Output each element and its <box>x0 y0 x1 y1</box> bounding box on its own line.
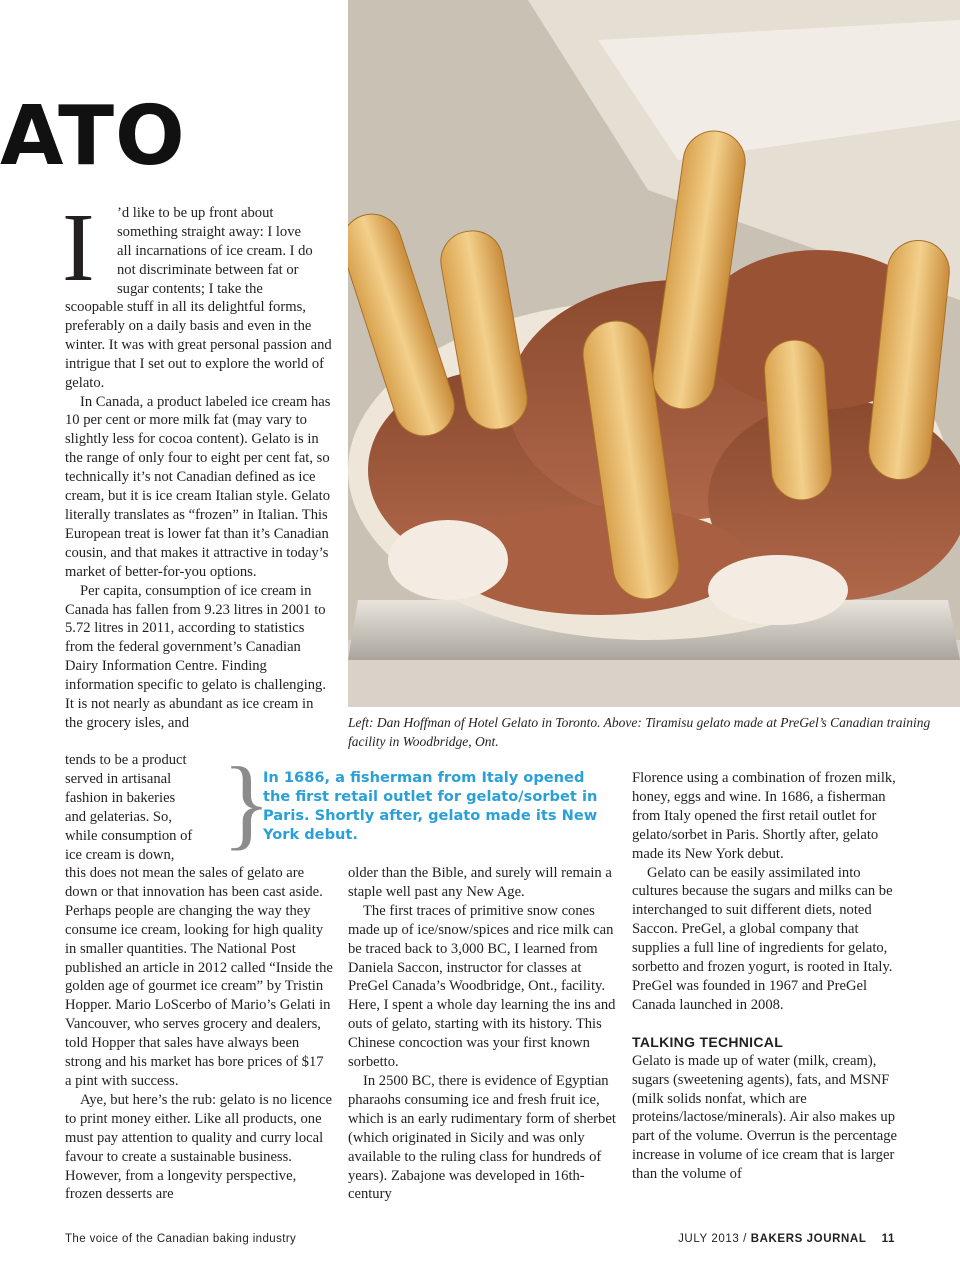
paragraph: older than the Bible, and surely will remain a staple well past any New Age. <box>348 865 612 900</box>
narrow-line: while consumption of <box>65 827 193 844</box>
headline: ATO <box>0 89 186 184</box>
paragraph: In 2500 BC, there is evidence of Egyptian pharaohs consuming ice and fresh fruit ice, which is an early rudimentary form of sherbet (which originated in Sicily and was only available to the ruling class for hundreds of years). Zabajone was developed in 16th-century <box>348 1072 616 1203</box>
narrow-line: served in artisanal <box>65 770 172 787</box>
opening-line: all incarnations of ice cream. I do <box>117 242 313 259</box>
section-subhead: TALKING TECHNICAL <box>632 1033 784 1050</box>
column-1-body <box>65 298 333 733</box>
photo-caption: Left: Dan Hoffman of Hotel Gelato in Toronto. Above: Tiramisu gelato made at PreGel’s Canadian training facility in Woodbridge, Ont. <box>348 715 931 749</box>
opening-line: ’d like to be up front about <box>117 205 274 221</box>
narrow-line: tends to be a product <box>65 752 187 768</box>
paragraph: Aye, but here’s the rub: gelato is no licence to print money either. Like all products, one must pay attention to quality and curry local favour to create a sustainable business. However, from a longevity perspective, frozen desserts are <box>65 1091 332 1203</box>
narrow-line: ice cream is down, <box>65 846 175 863</box>
drop-cap: I <box>62 194 95 302</box>
paragraph: Gelato can be easily assimilated into cultures because the sugars and milks can be interchanged to suit different diets, noted Saccon. PreGel, a global company that supplies a full line of ingredients for gelato, sorbetto and frozen yogurt, is rooted in Italy. PreGel was founded in 1967 and PreGel Canada launched in 2008. <box>632 864 893 1013</box>
column-2-body <box>348 864 616 1204</box>
column-1-narrow <box>65 751 225 864</box>
narrow-line: fashion in bakeries <box>65 789 176 806</box>
paragraph: Florence using a combination of frozen milk, honey, eggs and wine. In 1686, a fisherman from Italy opened the first retail outlet for gelato/sorbet in Paris. Shortly after, gelato made its New York debut. <box>632 770 896 862</box>
pullquote-brace: } <box>222 747 271 860</box>
footer-tagline: The voice of the Canadian baking industry <box>65 1233 297 1245</box>
opening-line: sugar contents; I take the <box>117 280 263 297</box>
tiramisu-gelato-photo <box>348 0 960 707</box>
tiramisu-gelato-illustration <box>348 0 960 707</box>
paragraph: this does not mean the sales of gelato are down or that innovation has been cast aside. Perhaps people are changing the way they consume ice cream, looking for high quality in smaller quantities. The National Post published an article in 2012 called “Inside the golden age of gourmet ice cream” by Tristin Hopper. Mario LoScerbo of Mario’s Gelati in Vancouver, who serves grocery and dealers, told Hopper that sales have always been strong and his market has bore prices of $17 a pint with success. <box>65 865 333 1089</box>
pullquote: In 1686, a fisherman from Italy opened the first retail outlet for gelato/sorbet in Paris. Shortly after, gelato made its New York debut. <box>263 769 598 843</box>
column-1-continued <box>65 864 333 1204</box>
footer-magazine: BAKERS JOURNAL <box>750 1233 867 1245</box>
paragraph: Per capita, consumption of ice cream in Canada has fallen from 9.23 litres in 2001 to 5.72 litres in 2011, according to statistics from the federal government’s Canadian Dairy Information Centre. Finding information specific to gelato is challenging. It is not nearly as abundant as ice cream in the grocery isles, and <box>65 582 326 731</box>
opening-line: not discriminate between fat or <box>117 261 299 278</box>
page-number: 11 <box>881 1233 895 1245</box>
opening-line: something straight away: I love <box>117 223 302 240</box>
paragraph: Gelato is made up of water (milk, cream), sugars (sweetening agents), fats, and MSNF (milk solids nonfat, which are proteins/lactose/minerals). Air also makes up part of the volume. Overrun is the percentage increase in volume of ice cream that is larger than the volume of <box>632 1052 898 1183</box>
column-3-body <box>632 769 900 1184</box>
opening-lines <box>117 204 337 299</box>
footer-issue: JULY 2013 / <box>678 1233 747 1245</box>
narrow-line: and gelaterias. So, <box>65 808 172 825</box>
footer-folio <box>678 1233 895 1245</box>
paragraph: scoopable stuff in all its delightful forms, preferably on a daily basis and even in the winter. It was with great personal passion and intrigue that I set out to explore the world of gelato. <box>65 299 332 391</box>
paragraph: In Canada, a product labeled ice cream has 10 per cent or more milk fat (may vary to slightly less for cocoa content). Gelato is in the range of only four to eight per cent fat, so technically it’s not Canadian defined as ice cream, but it is ice cream Italian style. Gelato literally translates as “frozen” in Italian. This European treat is lower fat than it’s Canadian cousin, and that makes it attractive in today’s market of better-for-you options. <box>65 393 331 580</box>
paragraph: The first traces of primitive snow cones made up of ice/snow/spices and rice milk can be traced back to 3,000 BC, I learned from Daniela Saccon, instructor for classes at PreGel Canada’s Woodbridge, Ont., facility. Here, I spent a whole day learning the ins and outs of gelato, starting with its history. This Chinese concoction was your first known sorbetto. <box>348 902 616 1071</box>
